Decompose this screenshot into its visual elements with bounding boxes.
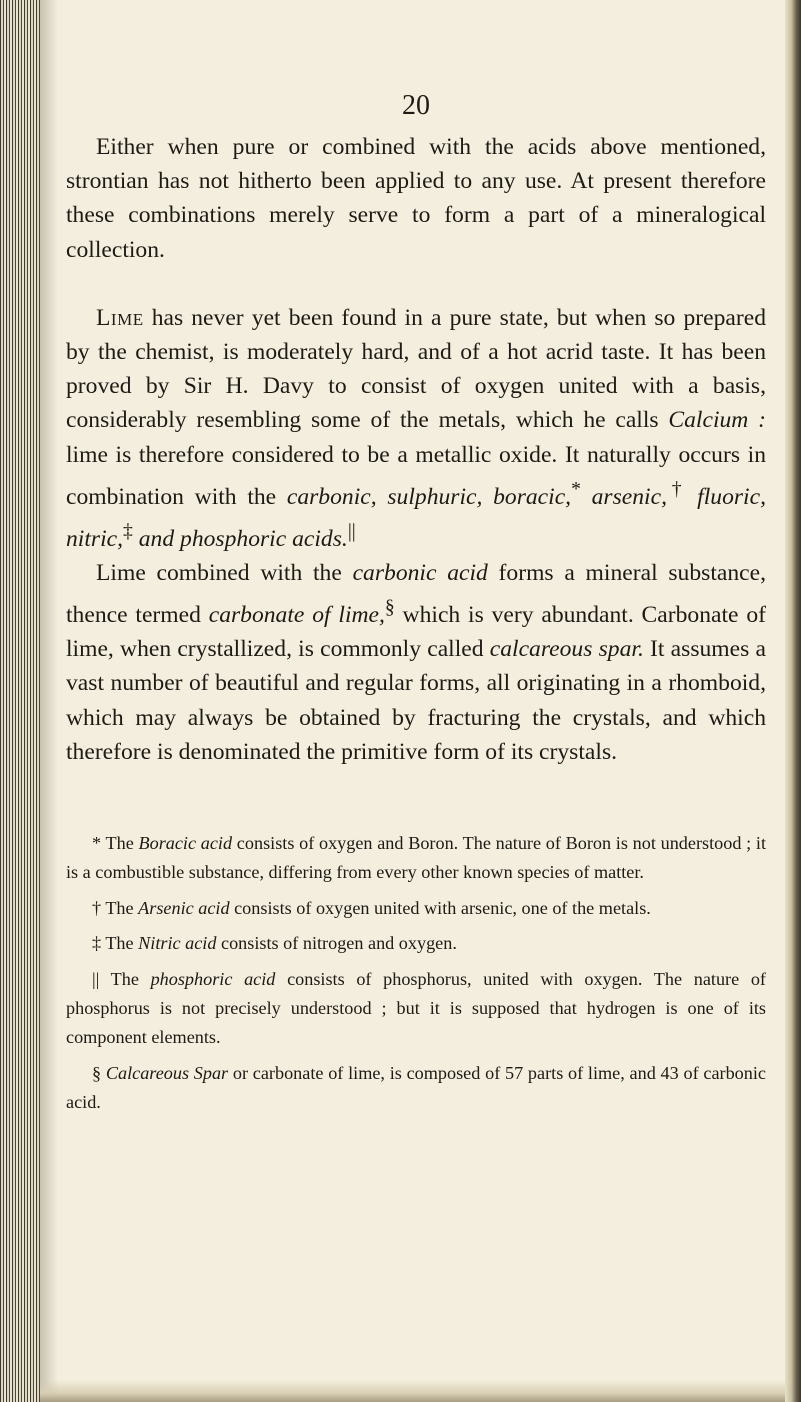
footnote-prefix: The [105,897,139,918]
lime-text-2: lime is therefore considered to be a metallic oxide. It naturally occurs in combination with the [66,441,766,510]
footnote-boracic [66,829,766,888]
footnote-mark: * [92,833,106,853]
carbonate-text-1: Lime combined with the [96,559,353,586]
footnote-prefix: The [110,968,151,989]
paragraph-carbonate [66,556,766,769]
calcium-term: Calcium : [668,407,766,434]
footnote-mark-parallel: || [347,519,356,542]
footnote-mark: ‡ [92,933,106,954]
footnote-phosphoric [66,965,766,1053]
footnote-arsenic [66,894,766,923]
footnote-term: Nitric acid [138,933,217,954]
footnote-term: phosphoric acid [150,968,276,989]
footnote-mark-double-dagger: ‡ [123,519,133,542]
footnote-text: or carbonate of lime, is composed of 57 parts of lime, and 43 of carbonic acid. [66,1062,766,1113]
footnote-text: consists of oxygen united with arsenic, one of the metals. [229,897,651,918]
space [686,484,697,510]
footnote-term: Arsenic acid [138,897,230,918]
footnote-calcareous-spar [66,1059,766,1118]
carbonic-acid-term: carbonic acid [352,559,488,586]
paragraph-lime [66,301,766,556]
binding-edge [0,0,40,1402]
footnote-text: consists of oxygen and Boron. The nature of Boron is not understood ; it is a combustible substance, differing from every other known species of matter. [66,833,767,883]
footnotes [66,829,766,1124]
calcareous-spar-term: calcareous spar. [489,636,644,663]
footnote-text: consists of phosphorus, united with oxygen. The nature of phosphorus is not precisely understood ; but it is supposed that hydrogen is one of its component elements. [66,968,766,1048]
footnote-text: consists of nitrogen and oxygen. [216,933,457,954]
space [581,484,592,510]
phosphoric-term: and phosphoric acids. [138,525,348,552]
footnote-prefix: The [105,933,139,954]
sulphuric-boracic-term: sulphuric, boracic, [387,483,572,510]
footnote-mark-dagger: † [666,477,687,500]
footnote-mark: § [92,1062,106,1083]
arsenic-term: arsenic, [591,483,667,510]
lime-text-1: has never yet been found in a pure state, but when so prepared by the chemist, is moderately hard, and of a hot acrid taste. It has been proved by Sir H. Davy to consist of oxygen united with a basis, considerably resembling some of the metals, which he calls [66,304,766,434]
lime-heading: Lime [96,304,144,331]
footnote-prefix: The [105,833,139,853]
space [377,484,388,510]
carbonic-term: carbonic, [286,483,377,510]
gutter-shadow [40,0,58,1402]
footnote-mark-star: * [571,477,581,500]
page-edge [785,0,801,1402]
main-text [66,130,766,769]
book-page [66,0,766,1402]
footnote-term: Boracic acid [138,833,233,853]
footnote-mark: † [92,897,106,918]
carbonate-text-3: which is very abundant. Carbonate of lime, when crystallized, is commonly called [66,602,766,663]
carbonate-text-2: forms a mineral substance, thence termed [66,559,766,629]
paragraph-strontian: Either when pure or combined with the acids above mentioned, strontian has not hitherto been applied to any use. At present therefore these combinations merely serve to form a part of a mineralogical collection. [66,134,766,263]
page-number: 20 [402,90,430,121]
footnote-mark-section: § [384,596,395,619]
footnote-term: Calcareous Spar [105,1062,229,1083]
carbonate-text-4: It assumes a vast number of beautiful and regular forms, all originating in a rhomboid, which may always be obtained by fracturing the crystals, and which therefore is denominated the primitive form of its crystals. [66,636,766,765]
carbonate-of-lime-term: carbonate of lime, [208,602,385,629]
footnote-mark: || [92,968,111,989]
footnote-nitric [66,929,766,958]
fluoric-nitric-term: fluoric, nitric, [66,483,766,552]
